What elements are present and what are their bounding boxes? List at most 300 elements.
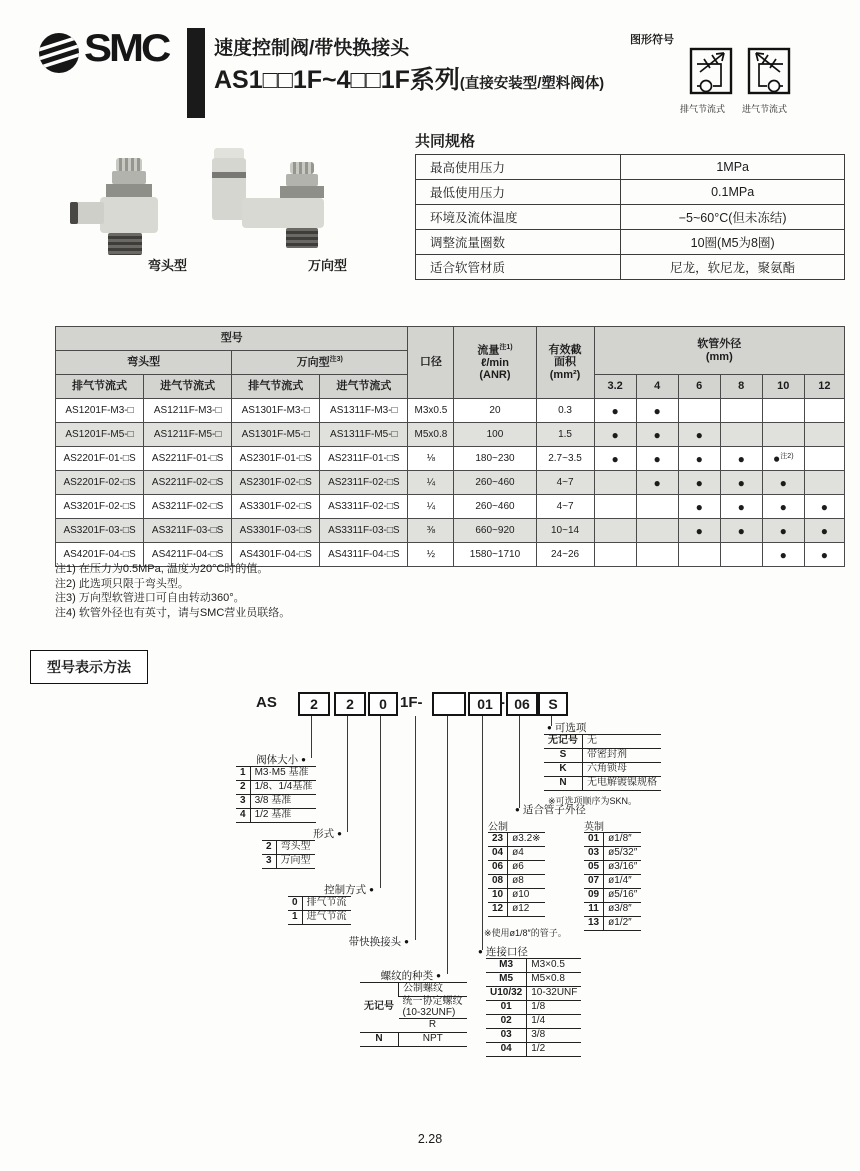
- tube-size-dot: [804, 447, 844, 471]
- tube-inch-table: [584, 832, 641, 931]
- page-number: 2.28: [417, 1132, 443, 1146]
- series-title-row: [214, 60, 604, 96]
- bore-cell: ½: [408, 543, 454, 567]
- tube-od-label: ● 适合管子外径: [515, 802, 586, 817]
- tube-size-dot: ●: [678, 519, 720, 543]
- flow-cell: 180~230: [454, 447, 536, 471]
- tube-size-dot: ●: [678, 471, 720, 495]
- code-cell: M3: [486, 959, 527, 973]
- order-table-row: [486, 1043, 581, 1057]
- value-cell: 万向型: [276, 855, 315, 869]
- smc-logo-text: SMC: [84, 25, 169, 70]
- spec-label: 最低使用压力: [416, 180, 621, 205]
- model-row: [56, 471, 845, 495]
- body-size-label: 阀体大小 ●: [230, 752, 306, 767]
- col-header-area: 有效截 面积 (mm²): [536, 327, 594, 399]
- model-row: [56, 423, 845, 447]
- code-cell: 01: [584, 833, 604, 847]
- code-cell: 03: [486, 1029, 527, 1043]
- spec-label: 最高使用压力: [416, 155, 621, 180]
- code-cell: 02: [486, 1015, 527, 1029]
- value-cell: 10-32UNF: [527, 987, 582, 1001]
- graphic-symbols-label: 图形符号: [630, 34, 674, 46]
- form-label: 形式 ●: [282, 826, 342, 841]
- code-cell: N: [544, 777, 583, 791]
- code-cell: M5: [486, 973, 527, 987]
- value-cell: NPT: [399, 1033, 467, 1047]
- order-table-row: [488, 861, 545, 875]
- value-cell: ø1/8″: [604, 833, 642, 847]
- order-table-row: [360, 1033, 467, 1047]
- order-table-row: [584, 833, 641, 847]
- tube-size-dot: [720, 543, 762, 567]
- header-divider-bar: [187, 28, 205, 118]
- common-specs-title: 共同规格: [415, 133, 476, 150]
- order-table-row: [236, 767, 316, 781]
- tube-size-dot: [594, 471, 636, 495]
- control-label: 控制方式 ●: [302, 882, 374, 897]
- leader-line: [415, 716, 416, 940]
- code-box-port: 01: [468, 692, 502, 716]
- code-dash: -: [500, 694, 505, 711]
- bore-cell: M5x0.8: [408, 423, 454, 447]
- model-number: AS2201F-01-□S: [56, 447, 144, 471]
- order-table-row: [236, 795, 316, 809]
- code-cell: 08: [488, 875, 508, 889]
- model-table-head: [56, 327, 845, 399]
- tube-size-dot: [594, 543, 636, 567]
- metric-label: 公制: [488, 822, 508, 833]
- order-table-row: [584, 889, 641, 903]
- col-header-size: 8: [720, 375, 762, 399]
- value-cell: 1/2: [527, 1043, 582, 1057]
- code-cell: 无记号: [544, 735, 583, 749]
- value-cell: ø10: [508, 889, 545, 903]
- col-header-intake: 进气节流式: [320, 375, 408, 399]
- model-number: AS3301F-02-□S: [232, 495, 320, 519]
- value-cell: 1/2 基准: [250, 809, 316, 823]
- port-size-label: ● 连接口径: [478, 944, 528, 959]
- tube-size-dot: ●: [804, 519, 844, 543]
- tube-size-dot: ●: [720, 519, 762, 543]
- options-label: ● 可选项: [547, 720, 586, 735]
- value-cell: 3/8: [527, 1029, 582, 1043]
- model-number: AS2311F-02-□S: [320, 471, 408, 495]
- tube-size-dot: [636, 543, 678, 567]
- tube-size-dot: ●: [636, 471, 678, 495]
- col-header-size: 10: [762, 375, 804, 399]
- product-photo-elbow: [70, 158, 190, 258]
- value-cell: 带密封剂: [583, 749, 662, 763]
- series-title: AS1□□1F~4□□1F系列: [214, 66, 460, 94]
- notes-list: [55, 562, 290, 620]
- spec-value: −5~60°C(但未冻结): [621, 205, 845, 230]
- note-line: 注4) 软管外径也有英寸，请与SMC营业员联络。: [55, 606, 291, 619]
- code-cell: 1: [236, 767, 250, 781]
- model-number: AS3211F-02-□S: [144, 495, 232, 519]
- options-note: ※可选项顺序为SKN。: [548, 796, 638, 806]
- order-table-row: [584, 861, 641, 875]
- code-cell: 03: [584, 847, 604, 861]
- area-cell: 4~7: [536, 471, 594, 495]
- model-number: AS2211F-02-□S: [144, 471, 232, 495]
- order-table-row: [584, 875, 641, 889]
- code-cell: 04: [488, 847, 508, 861]
- model-number: AS1311F-M3-□: [320, 399, 408, 423]
- tube-size-dot: ●: [594, 423, 636, 447]
- tube-size-dot: ●: [762, 495, 804, 519]
- form-table: [262, 840, 315, 869]
- area-cell: 10~14: [536, 519, 594, 543]
- order-table-row: [544, 749, 661, 763]
- symbol-caption-exhaust: 排气节流式: [680, 104, 726, 114]
- code-cell: N: [360, 1033, 399, 1047]
- code-cell: 12: [488, 903, 508, 917]
- tube-size-dot: [804, 471, 844, 495]
- tube-size-dot: [636, 495, 678, 519]
- common-specs-table: [415, 154, 845, 280]
- code-cell: 01: [486, 1001, 527, 1015]
- area-cell: 2.7~3.5: [536, 447, 594, 471]
- thread-type-label: 螺纹的种类 ●: [364, 968, 441, 983]
- value-cell: ø3.2※: [508, 833, 545, 847]
- col-header-elbow: 弯头型: [56, 351, 232, 375]
- model-number: AS1311F-M5-□: [320, 423, 408, 447]
- note-line: 注3) 万向型软管进口可自由转动360°。: [55, 592, 245, 604]
- model-number: AS4201F-04-□S: [56, 543, 144, 567]
- spec-label: 适合软管材质: [416, 255, 621, 280]
- col-header-universal: 万向型$^{注3)}$: [232, 351, 408, 375]
- value-cell: 进气节流: [302, 911, 351, 925]
- series-subtitle: (直接安装型/塑料阀体): [459, 76, 605, 92]
- port-size-table: [486, 958, 581, 1057]
- code-cell: K: [544, 763, 583, 777]
- model-row: [56, 495, 845, 519]
- elbow-type-label: 弯头型: [148, 258, 188, 273]
- spec-row: [416, 180, 845, 205]
- code-cell: 4: [236, 809, 250, 823]
- code-cell: 0: [288, 897, 302, 911]
- col-header-bore: 口径: [408, 327, 454, 399]
- code-cell: 06: [488, 861, 508, 875]
- flow-cell: 260~460: [454, 471, 536, 495]
- order-table-row: [584, 917, 641, 931]
- tube-size-dot: ●: [636, 447, 678, 471]
- body-size-table: [236, 766, 316, 823]
- spec-row: [416, 205, 845, 230]
- spec-row: [416, 255, 845, 280]
- model-number: AS4301F-04-□S: [232, 543, 320, 567]
- col-header-flow: 流量$^{注1)}$ ℓ/min (ANR): [454, 327, 536, 399]
- model-number: AS3211F-03-□S: [144, 519, 232, 543]
- tube-metric-table: [488, 832, 545, 917]
- tube-size-dot: [762, 399, 804, 423]
- value-cell: R: [399, 1019, 467, 1033]
- options-table: [544, 734, 661, 791]
- tube-size-dot: ●: [762, 543, 804, 567]
- spec-value: 10圈(M5为8圈): [621, 230, 845, 255]
- flow-cell: 260~460: [454, 495, 536, 519]
- order-table-row: [488, 903, 545, 917]
- tube-size-dot: [804, 399, 844, 423]
- model-number: AS1211F-M5-□: [144, 423, 232, 447]
- tube-metric-note: ※使用ø1/8″的管子。: [484, 928, 567, 938]
- code-prefix: AS: [256, 694, 277, 711]
- model-number: AS1201F-M3-□: [56, 399, 144, 423]
- value-cell: 无: [583, 735, 662, 749]
- tube-size-dot: [678, 543, 720, 567]
- intake-throttle-symbol-icon: [746, 40, 792, 98]
- value-cell: ø5/16″: [604, 889, 642, 903]
- model-row: [56, 447, 845, 471]
- tube-size-dot: ●: [636, 399, 678, 423]
- value-cell: ø4: [508, 847, 545, 861]
- order-table-row: [288, 897, 351, 911]
- value-cell: M3×0.5: [527, 959, 582, 973]
- tube-size-dot: ●: [678, 423, 720, 447]
- col-header-size: 6: [678, 375, 720, 399]
- smc-logo-icon: [36, 30, 82, 76]
- order-table-row: [486, 973, 581, 987]
- leader-line: [447, 716, 448, 974]
- flow-cell: 100: [454, 423, 536, 447]
- tube-size-dot: ●: [762, 519, 804, 543]
- code-cell: 3: [262, 855, 276, 869]
- model-number: AS2311F-01-□S: [320, 447, 408, 471]
- model-number: AS2211F-01-□S: [144, 447, 232, 471]
- order-table-row: [488, 833, 545, 847]
- bore-cell: ¼: [408, 471, 454, 495]
- tube-size-dot: [678, 399, 720, 423]
- spec-value: 0.1MPa: [621, 180, 845, 205]
- model-number: AS1201F-M5-□: [56, 423, 144, 447]
- model-number: AS1211F-M3-□: [144, 399, 232, 423]
- code-cell: S: [544, 749, 583, 763]
- tube-size-dot: [762, 423, 804, 447]
- leader-line: [311, 716, 312, 758]
- order-table-row: [236, 781, 316, 795]
- col-header-size: 3.2: [594, 375, 636, 399]
- code-cell: 05: [584, 861, 604, 875]
- code-box-body-size: 2: [298, 692, 330, 716]
- order-table-row: [486, 1015, 581, 1029]
- order-table-row: [360, 983, 467, 997]
- tube-size-dot: ●: [720, 447, 762, 471]
- code-cell: 1: [288, 911, 302, 925]
- model-number: AS4311F-04-□S: [320, 543, 408, 567]
- bore-cell: ⅛: [408, 447, 454, 471]
- value-cell: 1/8: [527, 1001, 582, 1015]
- value-cell: 无电解镀镍规格: [583, 777, 662, 791]
- leader-line: [519, 716, 520, 808]
- col-header-model: 型号: [56, 327, 408, 351]
- value-cell: 弯头型: [276, 841, 315, 855]
- model-number: AS2301F-01-□S: [232, 447, 320, 471]
- area-cell: 4~7: [536, 495, 594, 519]
- order-table-row: [488, 875, 545, 889]
- order-table-row: [288, 911, 351, 925]
- order-table-row: [486, 1029, 581, 1043]
- exhaust-throttle-symbol-icon: [688, 40, 734, 98]
- model-number: AS3201F-03-□S: [56, 519, 144, 543]
- code-box-form: 2: [334, 692, 366, 716]
- order-code-diagram: [0, 688, 860, 1108]
- order-table-row: [262, 855, 315, 869]
- spec-value: 1MPa: [621, 155, 845, 180]
- value-cell: ø3/16″: [604, 861, 642, 875]
- value-cell: ø12: [508, 903, 545, 917]
- quick-fitting-label: 带快换接头 ●: [332, 934, 409, 949]
- code-cell: 2: [262, 841, 276, 855]
- tube-size-dot: ●: [720, 495, 762, 519]
- value-cell: ø5/32″: [604, 847, 642, 861]
- code-cell: 11: [584, 903, 604, 917]
- model-number: AS2201F-02-□S: [56, 471, 144, 495]
- leader-line: [380, 716, 381, 888]
- spec-label: 环境及流体温度: [416, 205, 621, 230]
- code-cell: 04: [486, 1043, 527, 1057]
- code-cell: 10: [488, 889, 508, 903]
- bore-cell: ⅜: [408, 519, 454, 543]
- value-cell: 统一协定螺纹 (10-32UNF): [399, 997, 467, 1019]
- spec-label: 调整流量圈数: [416, 230, 621, 255]
- value-cell: ø3/8″: [604, 903, 642, 917]
- value-cell: M5×0.8: [527, 973, 582, 987]
- col-header-exhaust: 排气节流式: [232, 375, 320, 399]
- spec-value: 尼龙，软尼龙，聚氨酯: [621, 255, 845, 280]
- flow-cell: 20: [454, 399, 536, 423]
- inch-label: 英制: [584, 822, 604, 833]
- model-number: AS4211F-04-□S: [144, 543, 232, 567]
- model-table-body: [56, 399, 845, 567]
- code-cell: U10/32: [486, 987, 527, 1001]
- model-number: AS3301F-03-□S: [232, 519, 320, 543]
- tube-size-dot: [594, 495, 636, 519]
- value-cell: ø6: [508, 861, 545, 875]
- code-box-tube: 06: [506, 692, 538, 716]
- model-row: [56, 519, 845, 543]
- page-title: 速度控制阀/带快换接头: [214, 38, 410, 59]
- value-cell: 1/8、1/4基准: [250, 781, 316, 795]
- tube-size-dot: [636, 519, 678, 543]
- tube-size-dot: [594, 519, 636, 543]
- code-box-thread: [432, 692, 466, 716]
- tube-size-dot: ●: [594, 447, 636, 471]
- tube-size-dot: ●: [762, 471, 804, 495]
- col-header-tube-od: 软管外径 (mm): [594, 327, 844, 375]
- code-cell: 09: [584, 889, 604, 903]
- model-table: [55, 326, 845, 567]
- model-number: AS1301F-M3-□: [232, 399, 320, 423]
- model-number: AS1301F-M5-□: [232, 423, 320, 447]
- tube-size-dot: [804, 423, 844, 447]
- spec-row: [416, 155, 845, 180]
- value-cell: M3·M5 基准: [250, 767, 316, 781]
- value-cell: 公制螺纹: [399, 983, 467, 997]
- code-box-control: 0: [368, 692, 398, 716]
- value-cell: 3/8 基准: [250, 795, 316, 809]
- tube-size-dot: ●: [804, 543, 844, 567]
- code-cell: 23: [488, 833, 508, 847]
- value-cell: ø1/2″: [604, 917, 642, 931]
- value-cell: 排气节流: [302, 897, 351, 911]
- order-table-row: [544, 735, 661, 749]
- code-cell: 07: [584, 875, 604, 889]
- tube-size-dot: ●: [594, 399, 636, 423]
- col-header-exhaust: 排气节流式: [56, 375, 144, 399]
- order-table-row: [486, 959, 581, 973]
- flow-cell: 1580~1710: [454, 543, 536, 567]
- tube-size-dot: ●: [678, 495, 720, 519]
- tube-size-dot: [720, 399, 762, 423]
- model-number: AS2301F-02-□S: [232, 471, 320, 495]
- leader-line: [347, 716, 348, 832]
- code-mid: 1F-: [400, 694, 423, 711]
- order-table-row: [544, 763, 661, 777]
- value-cell: 六角锁母: [583, 763, 662, 777]
- symbol-caption-intake: 进气节流式: [742, 104, 788, 114]
- leader-line: [482, 716, 483, 950]
- note-line: 注2) 此选项只限于弯头型。: [55, 577, 189, 590]
- value-cell: ø1/4″: [604, 875, 642, 889]
- note-line: 注1) 在压力为0.5MPa, 温度为20°C时的值。: [55, 563, 269, 575]
- universal-type-label: 万向型: [308, 258, 348, 273]
- order-table-row: [584, 847, 641, 861]
- code-cell: 3: [236, 795, 250, 809]
- product-photo-universal: [212, 148, 342, 258]
- model-number: AS3311F-03-□S: [320, 519, 408, 543]
- common-specs-body: [416, 155, 845, 280]
- area-cell: 0.3: [536, 399, 594, 423]
- tube-size-dot: ●$^{注2)}$: [762, 447, 804, 471]
- tube-size-dot: [720, 423, 762, 447]
- order-table-row: [544, 777, 661, 791]
- tube-size-dot: ●: [636, 423, 678, 447]
- value-cell: 1/4: [527, 1015, 582, 1029]
- tube-size-dot: ●: [678, 447, 720, 471]
- spec-row: [416, 230, 845, 255]
- order-table-row: [486, 987, 581, 1001]
- code-box-option: S: [538, 692, 568, 716]
- order-table-row: [486, 1001, 581, 1015]
- flow-cell: 660~920: [454, 519, 536, 543]
- code-cell: 13: [584, 917, 604, 931]
- order-table-row: [488, 847, 545, 861]
- order-table-row: [236, 809, 316, 823]
- control-table: [288, 896, 351, 925]
- order-table-row: [262, 841, 315, 855]
- bore-cell: ¼: [408, 495, 454, 519]
- model-number: AS3311F-02-□S: [320, 495, 408, 519]
- area-cell: 24~26: [536, 543, 594, 567]
- tube-size-dot: ●: [804, 495, 844, 519]
- bore-cell: M3x0.5: [408, 399, 454, 423]
- col-header-size: 4: [636, 375, 678, 399]
- col-header-size: 12: [804, 375, 844, 399]
- tube-size-dot: ●: [720, 471, 762, 495]
- code-cell: 2: [236, 781, 250, 795]
- code-cell: 无记号: [360, 983, 399, 1033]
- thread-type-table: [360, 982, 467, 1047]
- area-cell: 1.5: [536, 423, 594, 447]
- model-number: AS3201F-02-□S: [56, 495, 144, 519]
- how-to-order-title: 型号表示方法: [30, 650, 148, 684]
- model-row: [56, 399, 845, 423]
- value-cell: ø8: [508, 875, 545, 889]
- order-table-row: [584, 903, 641, 917]
- order-table-row: [488, 889, 545, 903]
- col-header-intake: 进气节流式: [144, 375, 232, 399]
